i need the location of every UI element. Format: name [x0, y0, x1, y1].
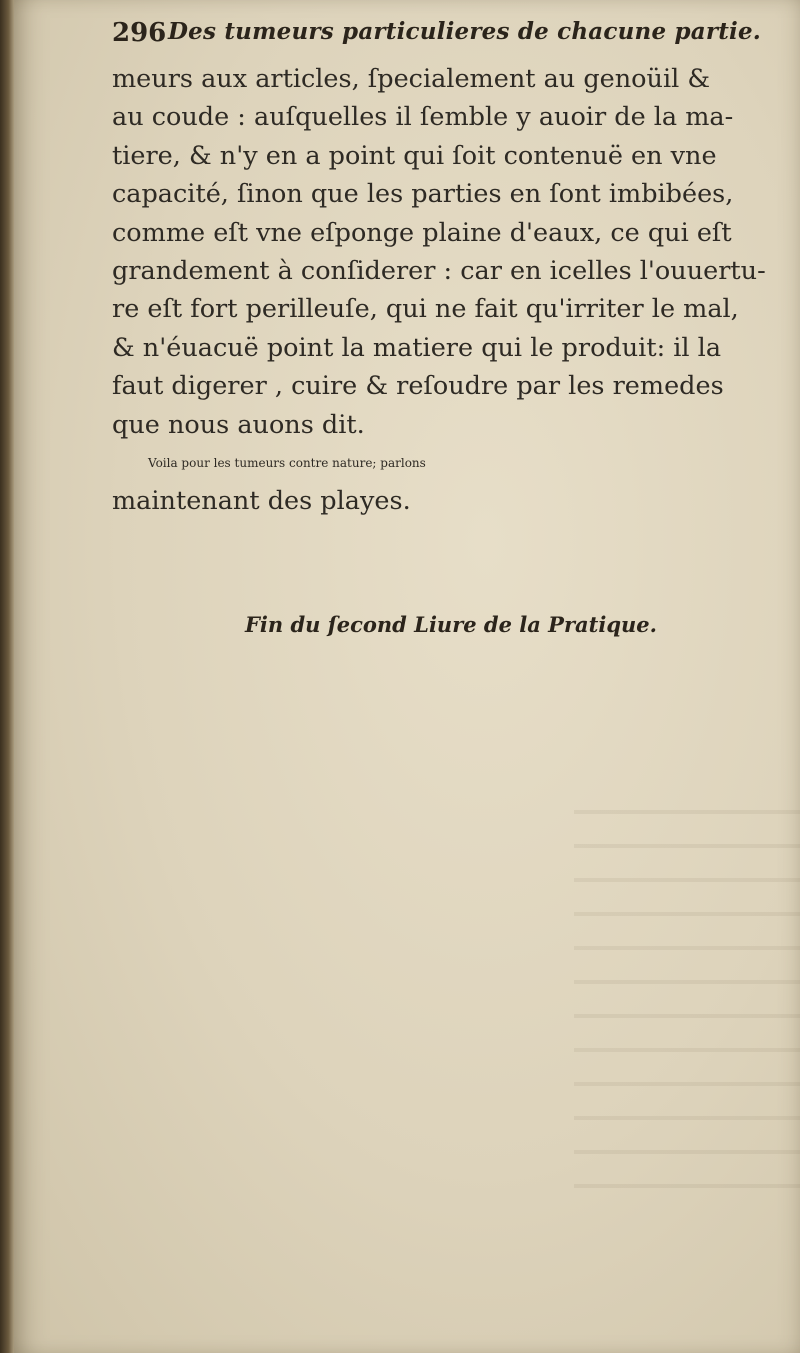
text-line: & n'éuacuë point la matiere qui le produit: il la — [112, 332, 722, 363]
page-number: 296 — [112, 18, 167, 48]
text-line: tiere, & n'y en a point qui ſoit contenuë en vne — [112, 140, 717, 171]
text-line-paragraph-start: Voila pour les tumeurs contre nature; parlons — [148, 456, 426, 471]
bleed-through-texture — [574, 780, 800, 1200]
colophon: Fin du ſecond Liure de la Pratique. — [245, 612, 657, 637]
text-line: maintenant des playes. — [112, 486, 411, 517]
text-line: au coude : auſquelles il ſemble y auoir de la ma- — [112, 102, 734, 133]
body-text — [112, 60, 772, 521]
text-line: capacité, ſinon que les parties en ſont imbibées, — [112, 179, 734, 210]
text-line: grandement à conſiderer : car en icelles l'ouuertu- — [112, 256, 766, 287]
text-line: comme eſt vne eſponge plaine d'eaux, ce qui eſt — [112, 217, 732, 248]
text-line: re eſt fort perilleuſe, qui ne fait qu'irriter le mal, — [112, 294, 739, 325]
running-head: Des tumeurs particulieres de chacune partie. — [168, 18, 761, 45]
text-line: que nous auons dit. — [112, 409, 365, 440]
text-line: faut digerer , cuire & reſoudre par les remedes — [112, 371, 724, 402]
binding-gutter — [0, 0, 14, 1353]
text-line: meurs aux articles, ſpecialement au genoüil & — [112, 64, 711, 94]
page-header — [112, 8, 772, 58]
